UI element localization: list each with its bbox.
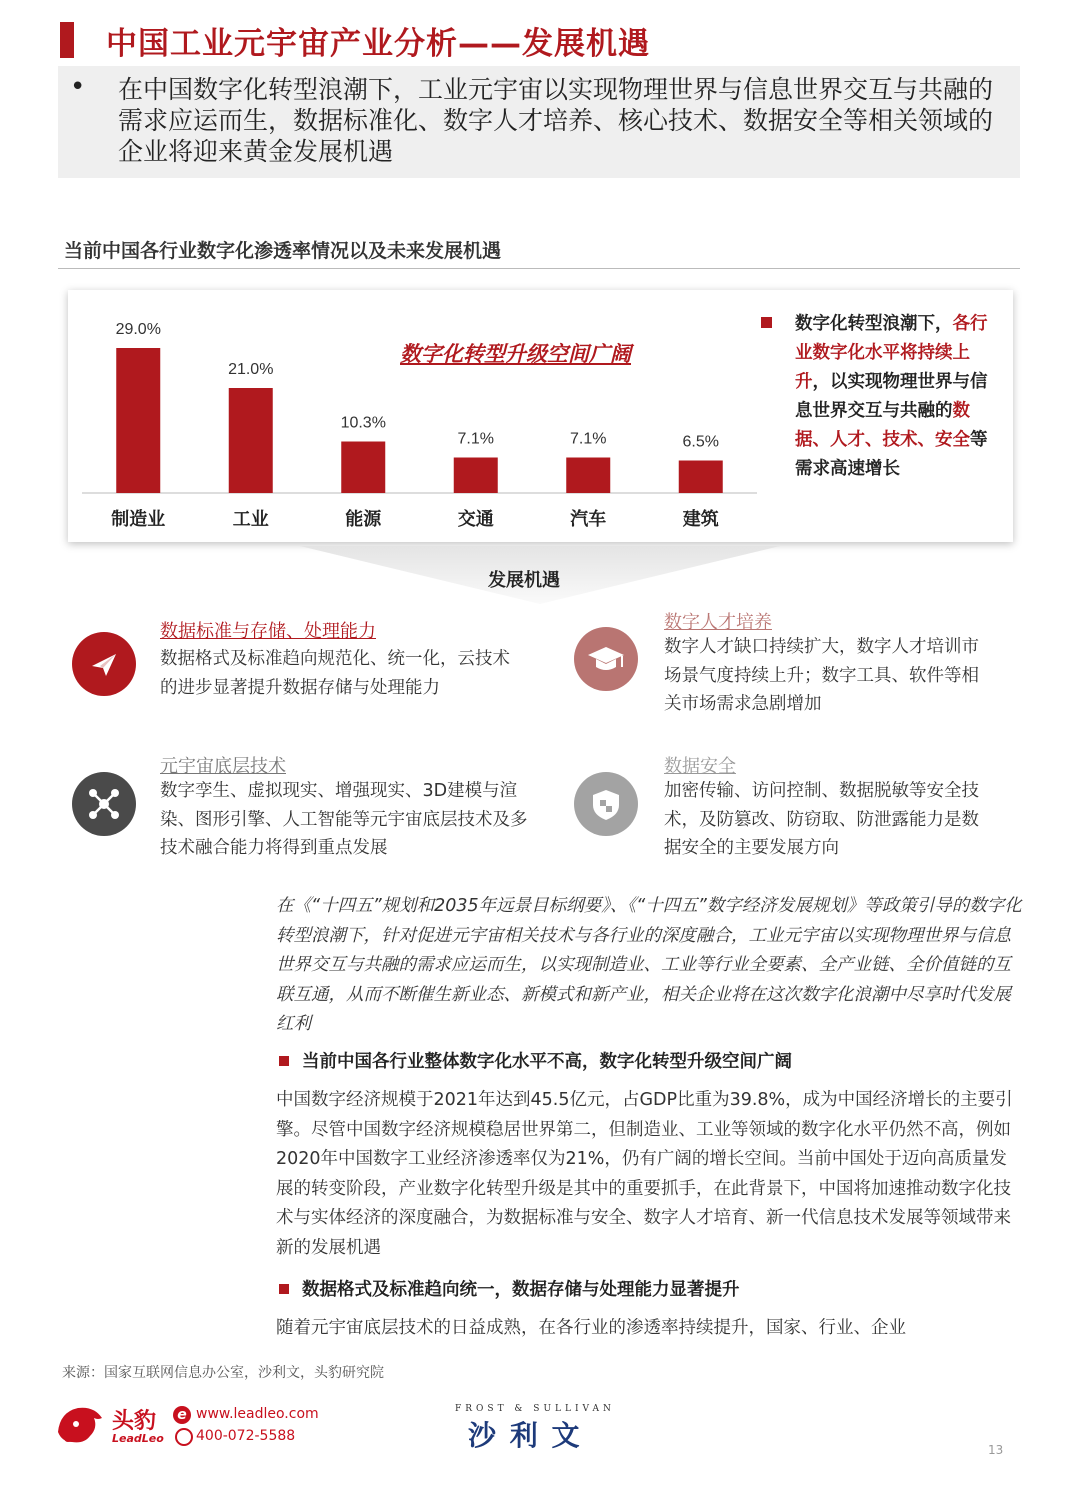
title-accent-bar (60, 22, 74, 58)
x-tick-label: 能源 (345, 509, 382, 530)
bar-value-label: 6.5% (682, 433, 719, 451)
side-note-p5: 等需求高速增长 (795, 430, 988, 479)
chart-annotation: 数字化转型升级空间广阔 (400, 342, 631, 366)
bullet-title-1: 当前中国各行业整体数字化水平不高，数字化转型升级空间广阔 (302, 1052, 792, 1072)
paper-plane-icon (72, 632, 136, 696)
opportunity-icon-circle (574, 627, 638, 691)
bullet-title-2: 数据格式及标准趋向统一，数据存储与处理能力显著提升 (302, 1280, 740, 1300)
x-tick-label: 汽车 (570, 509, 607, 530)
leadleo-english-name: LeadLeo (112, 1432, 164, 1445)
side-note-bullet (761, 317, 772, 328)
page-number: 13 (988, 1443, 1004, 1457)
bar-value-label: 7.1% (457, 430, 494, 448)
opportunity-title-data: 数据标准与存储、处理能力 (160, 621, 376, 642)
bar-value-label: 10.3% (340, 414, 386, 432)
summary-text: 在中国数字化转型浪潮下，工业元宇宙以实现物理世界与信息世界交互与共融的需求应运而生，数据标准化、数字人才培养、核心技术、数据安全等相关领域的企业将迎来黄金发展机遇 (118, 75, 994, 166)
phone-icon (175, 1428, 193, 1446)
source-note: 来源：国家互联网信息办公室，沙利文，头豹研究院 (62, 1365, 384, 1381)
bullet-square (279, 1056, 289, 1066)
bar-4 (566, 458, 610, 494)
side-note-p1: 数字化转型浪潮下， (795, 314, 953, 334)
side-note (795, 310, 990, 484)
opportunity-icon-circle (72, 772, 136, 836)
x-tick-label: 建筑 (682, 509, 719, 530)
opportunity-icon-circle (72, 632, 136, 696)
opportunity-title-security: 数据安全 (664, 756, 736, 777)
opportunity-text-security: 加密传输、访问控制、数据脱敏等安全技术，及防篡改、防窃取、防泄露能力是数据安全的主要发展方向 (664, 781, 979, 858)
page-title: 中国工业元宇宙产业分析——发展机遇 (106, 26, 650, 62)
side-note-p3: ，以实现物理世界与信息世界交互与共融的 (795, 372, 988, 421)
bar-1 (229, 388, 273, 493)
opportunity-icon-circle (574, 772, 638, 836)
opportunity-title-tech: 元宇宙底层技术 (160, 756, 286, 777)
summary-box (58, 66, 1020, 178)
summary-bullet: • (70, 72, 86, 102)
funnel-label: 发展机遇 (488, 570, 560, 591)
bar-3 (454, 458, 498, 494)
opportunity-text-talent: 数字人才缺口持续扩大，数字人才培训市场景气度持续上升；数字工具、软件等相关市场需求急剧增加 (664, 637, 979, 714)
bar-value-label: 7.1% (570, 430, 607, 448)
x-tick-label: 制造业 (111, 509, 166, 530)
web-icon: e (173, 1406, 191, 1424)
paragraph-1: 中国数字经济规模于2021年达到45.5亿元，占GDP比重为39.8%，成为中国经济增长的主要引擎。尽管中国数字经济规模稳居世界第二，但制造业、工业等领域的数字化水平仍然不高，例如2020年中国数字工业经济渗透率仅为21%，仍有广阔的增长空间。当前中国处于迈向高质量发展的转变阶段，产业数字化转型升级是其中的重要抓手，在此背景下，中国将加速推动数字化技术与实体经济的深度融合，为数据标准与安全、数字人才培育、新一代信息技术发展等领域带来新的发展机遇 (276, 1090, 1013, 1258)
network-icon (72, 772, 136, 836)
side-note-p2: 各行业数字化水平将持续上升 (795, 314, 988, 392)
shield-icon (574, 772, 638, 836)
policy-quote: 在《“十四五”规划和2035年远景目标纲要》、《“十四五”数字经济发展规划》等政策引导的数字化转型浪潮下，针对促进元宇宙相关技术与各行业的深度融合，工业元宇宙以实现物理世界与信息世界交互与共融的需求应运而生，以实现制造业、工业等行业全要素、全产业链、全价值链的互联互通，从而不断催生新业态、新模式和新产业，相关企业将在这次数字化浪潮中尽享时代发展红利 (276, 896, 1022, 1034)
bar-5 (679, 461, 723, 494)
leadleo-logo-icon (54, 1402, 106, 1448)
graduation-cap-icon (574, 627, 638, 691)
opportunity-text-tech: 数字孪生、虚拟现实、增强现实、3D建模与渲染、图形引擎、人工智能等元宇宙底层技术及多技术融合能力将得到重点发展 (160, 781, 528, 858)
paragraph-2: 随着元宇宙底层技术的日益成熟，在各行业的渗透率持续提升，国家、行业、企业 (276, 1318, 906, 1338)
bar-chart (68, 290, 758, 542)
frost-sullivan-logo: 沙 利 文 (468, 1419, 582, 1452)
x-tick-label: 交通 (457, 509, 494, 530)
section-divider (58, 268, 1020, 269)
opportunity-title-talent: 数字人才培养 (664, 612, 772, 633)
x-tick-label: 工业 (232, 509, 269, 530)
website-link[interactable]: www.leadleo.com (196, 1406, 319, 1422)
bar-0 (116, 348, 160, 493)
frost-sullivan-english: FROST & SULLIVAN (455, 1404, 615, 1414)
phone-number: 400-072-5588 (196, 1428, 296, 1444)
section-title: 当前中国各行业数字化渗透率情况以及未来发展机遇 (64, 240, 502, 262)
bar-value-label: 21.0% (228, 361, 274, 378)
side-note-p4: 数据、人才、技术、安全 (795, 401, 970, 450)
bullet-square (279, 1284, 289, 1294)
bar-value-label: 29.0% (115, 321, 161, 338)
opportunity-text-data: 数据格式及标准趋向规范化、统一化，云技术的进步显著提升数据存储与处理能力 (160, 649, 510, 698)
leadleo-name: 头豹 (112, 1409, 157, 1434)
bar-2 (341, 442, 385, 494)
